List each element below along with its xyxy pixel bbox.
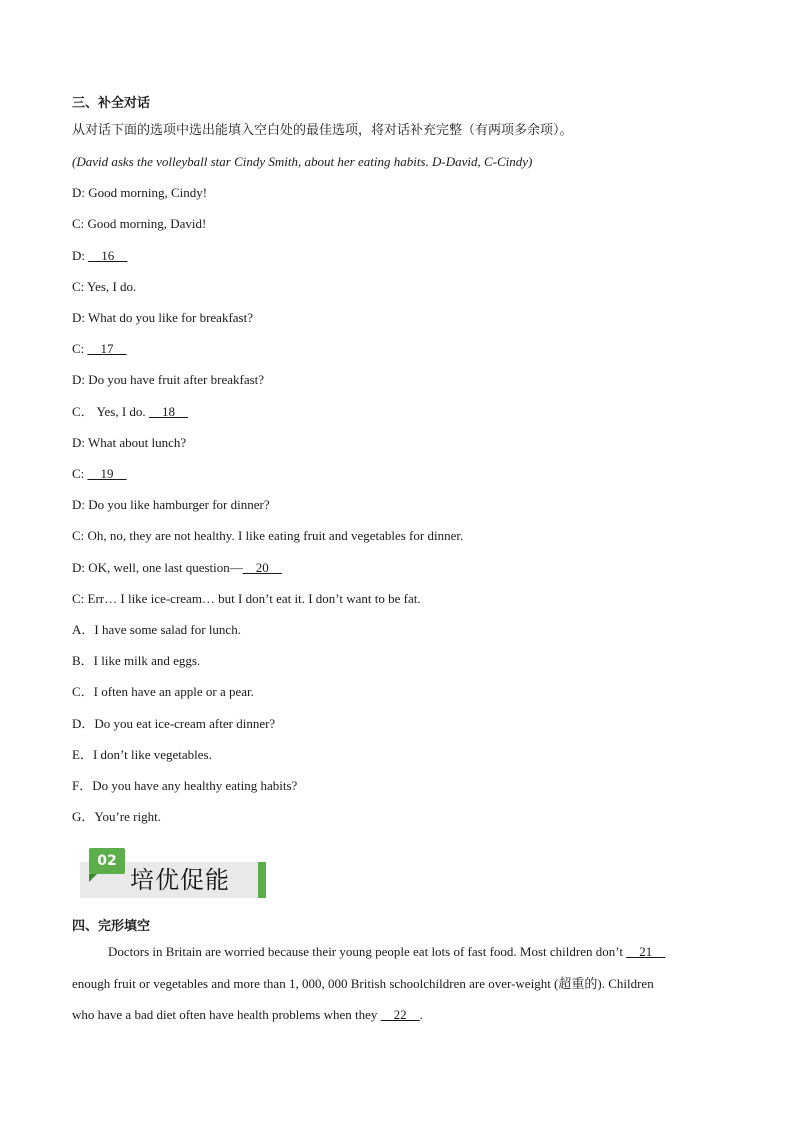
section-banner xyxy=(80,848,266,898)
blank-19[interactable]: __19__ xyxy=(87,466,127,481)
dialogue-line: C: __17__ xyxy=(72,341,127,356)
blank-20[interactable]: __20__ xyxy=(242,560,282,575)
dialogue-line: D: Good morning, Cindy! xyxy=(72,185,208,200)
option-d: D．Do you eat ice-cream after dinner? xyxy=(72,716,276,731)
dialogue-line: C: Good morning, David! xyxy=(72,216,207,231)
dialogue-line: C． Yes, I do. __18__ xyxy=(72,404,188,419)
section-heading-dialogue: 三、补全对话 xyxy=(72,96,151,111)
option-f: F．Do you have any healthy eating habits? xyxy=(72,778,298,793)
dialogue-line: D: Do you like hamburger for dinner? xyxy=(72,497,270,512)
option-a: A．I have some salad for lunch. xyxy=(72,622,241,637)
option-g: G．You’re right. xyxy=(72,809,161,824)
banner-accent-bar xyxy=(258,862,266,898)
cloze-line-2: enough fruit or vegetables and more than 1, 000, 000 British schoolchildren are over-weight (超重的). Children xyxy=(72,976,654,991)
section-heading-cloze: 四、完形填空 xyxy=(72,919,151,934)
dialogue-line: C: Oh, no, they are not healthy. I like eating fruit and vegetables for dinner. xyxy=(72,528,464,543)
blank-18[interactable]: __18__ xyxy=(148,404,188,419)
dialogue-line: D: __16__ xyxy=(72,248,128,263)
blank-21[interactable]: __21__ xyxy=(626,944,666,959)
dialogue-line: D: What do you like for breakfast? xyxy=(72,310,253,325)
blank-22[interactable]: __22__ xyxy=(380,1007,420,1022)
dialogue-line: D: What about lunch? xyxy=(72,435,187,450)
option-b: B．I like milk and eggs. xyxy=(72,653,201,668)
banner-number-badge: 02 xyxy=(89,848,125,874)
dialogue-line: C: Yes, I do. xyxy=(72,279,137,294)
blank-17[interactable]: __17__ xyxy=(87,341,127,356)
banner-badge-tail xyxy=(89,874,97,882)
instruction-text: 从对话下面的选项中选出能填入空白处的最佳选项，将对话补充完整（有两项多余项）。 xyxy=(72,123,573,138)
banner-title: 培优促能 xyxy=(130,866,230,894)
blank-16[interactable]: __16__ xyxy=(88,248,128,263)
option-c: C．I often have an apple or a pear. xyxy=(72,684,254,699)
dialogue-line: D: OK, well, one last question—__20__ xyxy=(72,560,282,575)
dialogue-line: C: __19__ xyxy=(72,466,127,481)
cloze-line-1: Doctors in Britain are worried because their young people eat lots of fast food. Most children don’t __21__ xyxy=(108,944,666,959)
option-e: E．I don’t like vegetables. xyxy=(72,747,212,762)
dialogue-line: D: Do you have fruit after breakfast? xyxy=(72,372,265,387)
cloze-line-3: who have a bad diet often have health problems when they __22__. xyxy=(72,1007,423,1022)
context-text: (David asks the volleyball star Cindy Smith, about her eating habits. D-David, C-Cindy) xyxy=(72,154,533,169)
dialogue-line: C: Err… I like ice-cream… but I don’t eat it. I don’t want to be fat. xyxy=(72,591,421,606)
